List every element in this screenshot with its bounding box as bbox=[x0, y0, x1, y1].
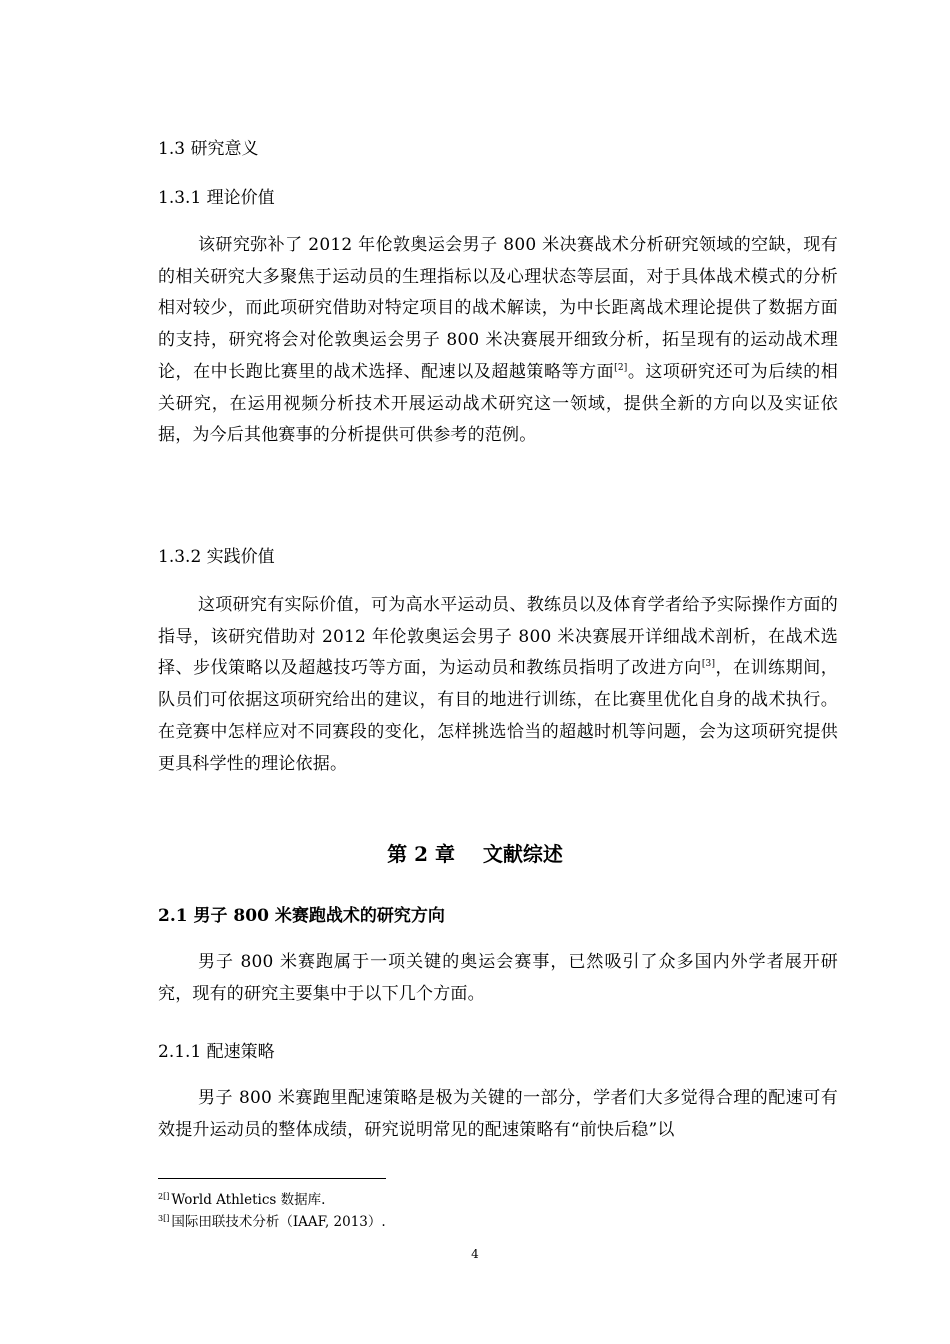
section-heading-1-3-1: 1.3.1 理论价值 bbox=[158, 188, 275, 208]
paragraph-text: ，在训练期间，队员们可依据这项研究给出的建议，有目的地进行训练，在比赛里优化自身的战术执行。在竞赛中怎样应对不同赛段的变化，怎样挑选恰当的超越时机等问题，会为这项研究提供更具科学性的理论依据。 bbox=[158, 658, 839, 774]
chapter-title: 第 2 章 文献综述 bbox=[387, 842, 563, 866]
paragraph-pacing-strategy: 男子 800 米赛跑里配速策略是极为关键的一部分，学者们大多觉得合理的配速可有效提升运动员的整体成绩，研究说明常见的配速策略有“前快后稳”以 bbox=[158, 1088, 838, 1140]
paragraph-theoretical-value bbox=[158, 230, 838, 452]
footnote-separator bbox=[158, 1178, 386, 1179]
footnote-3 bbox=[158, 1210, 386, 1231]
footnote-2 bbox=[158, 1188, 325, 1209]
paragraph-research-directions: 男子 800 米赛跑属于一项关键的奥运会赛事，已然吸引了众多国内外学者展开研究，现有的研究主要集中于以下几个方面。 bbox=[158, 952, 838, 1004]
citation-2: [2] bbox=[614, 362, 628, 373]
footnote-mark: 3[] bbox=[158, 1214, 170, 1223]
citation-3: [3] bbox=[701, 659, 716, 670]
footnote-text: World Athletics 数据库. bbox=[171, 1192, 326, 1208]
paragraph-text: 。这项研究还可为后续的相关研究，在运用视频分析技术开展运动战术研究这一领域，提供全新的方向以及实证依据，为今后其他赛事的分析提供可供参考的范例。 bbox=[158, 361, 838, 446]
footnote-mark: 2[] bbox=[158, 1192, 170, 1201]
paragraph-practical-value bbox=[158, 590, 838, 780]
paragraph-text: 该研究弥补了 2012 年伦敦奥运会男子 800 米决赛战术分析研究领域的空缺，现有的相关研究大多聚焦于运动员的生理指标以及心理状态等层面，对于具体战术模式的分析相对较少，而此项研究借助对特定项目的战术解读，为中长距离战术理论提供了数据方面的支持，研究将会对伦敦奥运会男子 800 米决赛展开细致分析，拓呈现有的运动战术理论，在中长跑比赛里的战术选择、配速以及超越策略等方面 bbox=[158, 235, 838, 382]
section-heading-2-1-1: 2.1.1 配速策略 bbox=[158, 1042, 275, 1062]
paragraph-text: 这项研究有实际价值，可为高水平运动员、教练员以及体育学者给予实际操作方面的指导，该研究借助对 2012 年伦敦奥运会男子 800 米决赛展开详细战术剖析，在战术选择、步伐策略以及超越技巧等方面，为运动员和教练员指明了改进方向 bbox=[158, 595, 838, 679]
page-number: 4 bbox=[471, 1247, 479, 1261]
section-heading-2-1: 2.1 男子 800 米赛跑战术的研究方向 bbox=[158, 906, 445, 926]
section-heading-1-3: 1.3 研究意义 bbox=[158, 139, 259, 159]
section-heading-1-3-2: 1.3.2 实践价值 bbox=[158, 547, 275, 567]
footnote-text: 国际田联技术分析（IAAF, 2013）. bbox=[171, 1214, 386, 1230]
